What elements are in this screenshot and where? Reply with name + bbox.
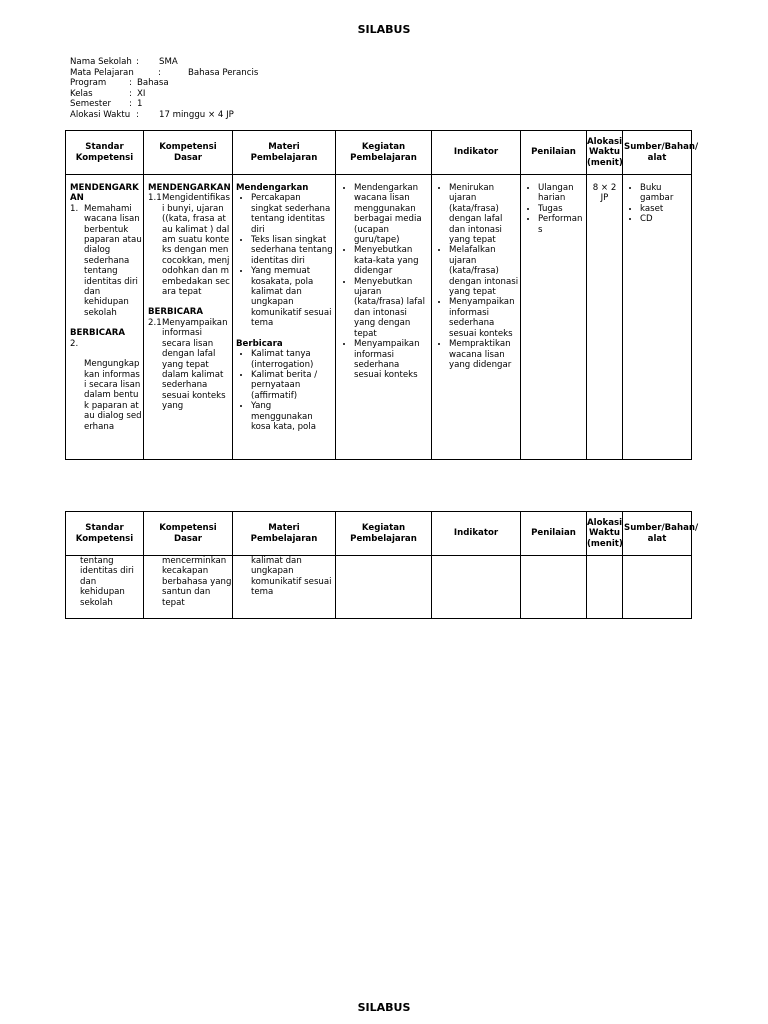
sk-text: Mengungkapkan informasi secara lisan dalam bentuk paparan atau dialog sederhana	[84, 359, 142, 432]
cell-sumber	[623, 556, 692, 619]
list-item: • Tugas	[538, 204, 585, 214]
materi-text: kalimat dan ungkapan komunikatif sesuai tema	[251, 556, 332, 598]
cell-penilaian	[521, 556, 587, 619]
list-item: • CD	[640, 214, 690, 224]
info-sep: :	[129, 99, 132, 110]
header-kegiatan: Kegiatan Pembelajaran	[336, 131, 432, 175]
header-standar-kompetensi: Standar Kompetensi	[66, 512, 144, 556]
sk-text: Memahami wacana lisan berbentuk paparan atau dialog sederhana tentang identitas diri dan kehidupan sekolah	[84, 203, 142, 318]
info-label: Nama Sekolah	[70, 57, 132, 67]
kd-heading-speaking: BERBICARA	[148, 307, 204, 318]
cell-penilaian	[521, 175, 587, 460]
materi-heading-speaking: Berbicara	[236, 338, 283, 349]
list-item: • Kalimat berita / pernyataan (affirmatif)	[251, 370, 333, 401]
info-sep: :	[136, 57, 139, 67]
list-item: • Teks lisan singkat sederhana tentang identitas diri	[251, 235, 333, 266]
cell-alokasi	[587, 556, 623, 619]
header-sumber: Sumber/Bahan/ alat	[623, 512, 692, 556]
sk-number: 1.	[70, 203, 79, 214]
cell-kegiatan	[336, 175, 432, 460]
table-row	[66, 175, 692, 460]
info-value: SMA	[159, 57, 178, 67]
materi-heading-listening: Mendengarkan	[236, 183, 309, 193]
cell-kegiatan	[336, 556, 432, 619]
info-value: 1	[137, 99, 143, 110]
list-item: • kaset	[640, 204, 690, 214]
info-label: Kelas	[70, 88, 93, 99]
sk-heading-listening: MENDENGARKAN	[70, 183, 139, 204]
materi-list-speaking	[236, 349, 333, 432]
header-indikator: Indikator	[432, 512, 521, 556]
table-header-row	[66, 512, 692, 556]
kd-text: Mengidentifikasi bunyi, ujaran ((kata, frasa atau kalimat ) dalam suatu konteks dengan mencocokkan, menjodohkan dan membedakan secara tepat	[162, 193, 230, 298]
info-label: Semester	[70, 99, 112, 110]
header-penilaian: Penilaian	[521, 512, 587, 556]
list-item: • Kalimat tanya (interrogation)	[251, 349, 333, 370]
sk-text: tentang identitas diri dan kehidupan sekolah	[80, 556, 134, 608]
list-item: • Performans	[538, 214, 585, 235]
info-sep: :	[129, 78, 132, 89]
list-item: • Menyebutkan kata-kata yang didengar	[354, 245, 429, 276]
list-item: • Ulangan harian	[538, 183, 585, 204]
cell-sumber	[623, 175, 692, 460]
kd-number: 1.1	[148, 193, 162, 204]
info-sep: :	[129, 88, 132, 99]
cell-standar-kompetensi	[66, 175, 144, 460]
header-kompetensi-dasar: Kompetensi Dasar	[144, 131, 233, 175]
header-materi: Materi Pembelajaran	[233, 512, 336, 556]
page-title: SILABUS	[357, 23, 411, 36]
list-item: • Percakapan singkat sederhana tentang identitas diri	[251, 193, 333, 235]
info-value: Bahasa	[137, 78, 169, 89]
info-sep: :	[136, 109, 139, 120]
header-kompetensi-dasar: Kompetensi Dasar	[144, 512, 233, 556]
sk-number: 2.	[70, 338, 79, 349]
kd-heading-listening: MENDENGARKAN	[148, 183, 231, 193]
list-item: • Menyampaikan informasi sederhana sesuai konteks	[449, 297, 519, 339]
sk-heading-speaking: BERBICARA	[70, 328, 126, 339]
info-value: 17 minggu × 4 JP	[159, 109, 234, 120]
table-header-row	[66, 131, 692, 175]
sumber-list	[625, 183, 690, 225]
cell-materi	[233, 556, 336, 619]
table-row	[66, 556, 692, 619]
cell-alokasi	[587, 175, 623, 460]
header-sumber: Sumber/Bahan/ alat	[623, 131, 692, 175]
info-label: Program	[70, 78, 107, 89]
materi-list-listening	[236, 193, 333, 328]
header-standar-kompetensi: Standar Kompetensi	[66, 131, 144, 175]
list-item: • Mempraktikan wacana lisan yang didengar	[449, 339, 519, 370]
list-item: • Yang menggunakan kosa kata, pola	[251, 401, 333, 432]
page-title-next: SILABUS	[357, 1001, 411, 1014]
list-item: • Yang memuat kosakata, pola kalimat dan ungkapan komunikatif sesuai tema	[251, 266, 333, 328]
info-value: Bahasa Perancis	[188, 67, 259, 78]
info-sep: :	[158, 67, 161, 78]
alokasi-value: 8 × 2 JP	[592, 183, 617, 204]
info-value: XI	[137, 88, 146, 99]
cell-kompetensi-dasar	[144, 175, 233, 460]
header-penilaian: Penilaian	[521, 131, 587, 175]
kegiatan-list	[339, 183, 429, 381]
list-item: • Melafalkan ujaran (kata/frasa) dengan intonasi yang tepat	[449, 245, 519, 297]
list-item: • Buku gambar	[640, 183, 690, 204]
info-label: Mata Pelajaran	[70, 67, 134, 78]
header-kegiatan: Kegiatan Pembelajaran	[336, 512, 432, 556]
cell-standar-kompetensi	[66, 556, 144, 619]
header-materi: Materi Pembelajaran	[233, 131, 336, 175]
list-item: • Menyampaikan informasi sederhana sesuai konteks	[354, 339, 429, 381]
list-item: • Menirukan ujaran (kata/frasa) dengan lafal dan intonasi yang tepat	[449, 183, 519, 245]
header-alokasi: Alokasi Waktu (menit)	[587, 131, 623, 175]
cell-materi	[233, 175, 336, 460]
cell-indikator	[432, 556, 521, 619]
kd-number: 2.1	[148, 317, 162, 328]
cell-indikator	[432, 175, 521, 460]
header-alokasi: Alokasi Waktu (menit)	[587, 512, 623, 556]
syllabus-table	[65, 130, 699, 460]
kd-text: mencerminkan kecakapan berbahasa yang santun dan tepat	[162, 556, 232, 608]
list-item: • Mendengarkan wacana lisan menggunakan berbagai media (ucapan guru/tape)	[354, 183, 429, 245]
syllabus-table-continued	[65, 511, 699, 619]
list-item: • Menyebutkan ujaran (kata/frasa) lafal dan intonasi yang dengan tepat	[354, 277, 429, 339]
info-label: Alokasi Waktu	[70, 109, 131, 120]
header-indikator: Indikator	[432, 131, 521, 175]
cell-kompetensi-dasar	[144, 556, 233, 619]
penilaian-list	[523, 183, 585, 235]
indikator-list	[434, 183, 519, 370]
kd-text: Menyampaikan informasi secara lisan dengan lafal yang tepat dalam kalimat sederhana sesuai konteks yang	[162, 317, 228, 412]
